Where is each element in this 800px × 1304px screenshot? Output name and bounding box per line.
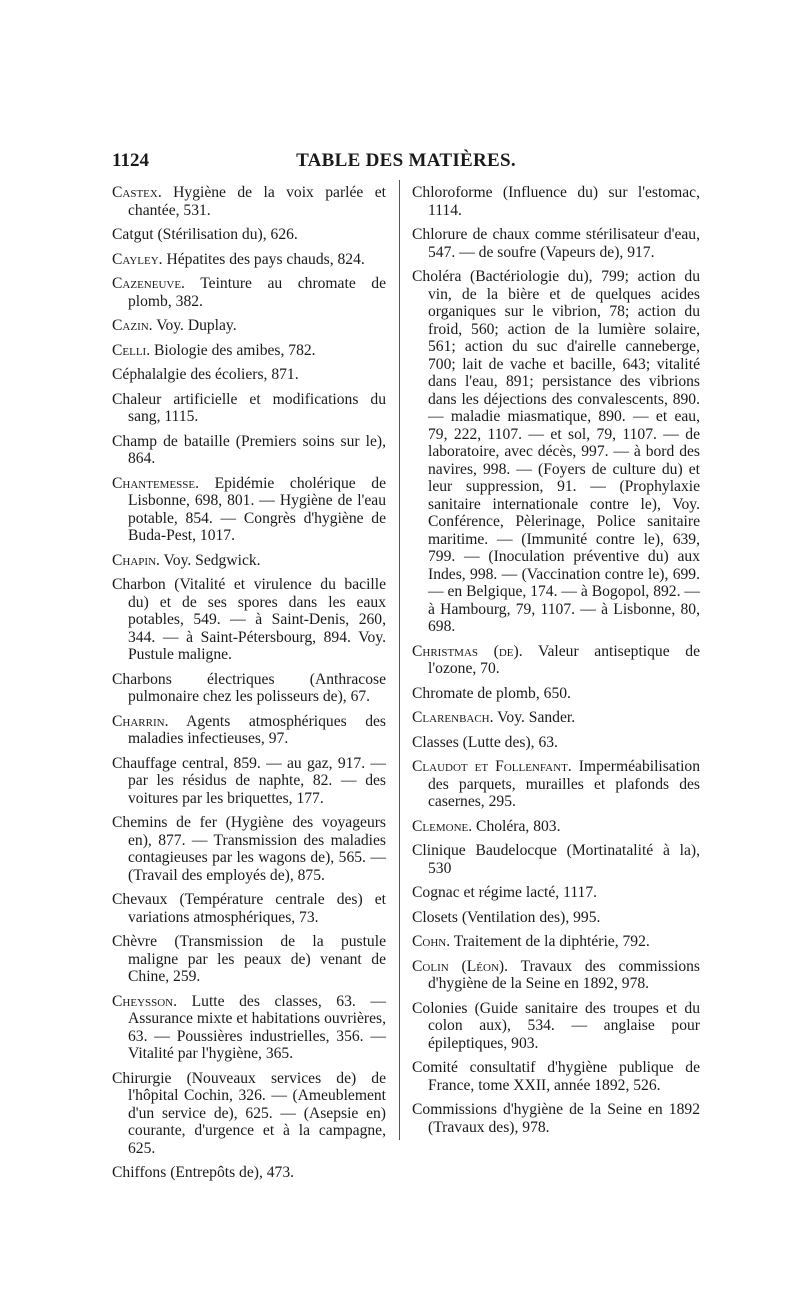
entry-text: Chaleur artificielle et modifications du sang, 1115. (112, 390, 386, 425)
index-entry (112, 342, 386, 360)
index-entry (112, 993, 386, 1063)
index-entry (412, 933, 700, 951)
index-entry (412, 226, 700, 261)
entry-author: Cohn. (412, 933, 451, 950)
index-entry (112, 891, 386, 926)
right-column (412, 184, 700, 1143)
entry-text: Chevaux (Température centrale des) et variations atmosphériques, 73. (112, 891, 386, 926)
entry-text: Chloroforme (Influence du) sur l'estomac, 1114. (412, 184, 700, 219)
column-divider (399, 180, 400, 1140)
index-entry (112, 1164, 386, 1182)
entry-text: Travaux des commissions d'hygiène de la Seine en 1892, 978. (428, 957, 700, 992)
entry-author: Castex. (112, 184, 162, 201)
index-entry (112, 475, 386, 545)
index-entry (112, 671, 386, 706)
entry-text: Catgut (Stérilisation du), 626. (112, 226, 298, 243)
entry-text: Choléra (Bactériologie du), 799; action du vin, de la bière et de quelques acides organiques sur le vibrion, 78; action du froid, 560; action de la lumière solaire, 561; action du suc d'airelle canneberge, 700; lait de vache et bacille, 643; vitalité dans l'eau, 891; persistance des vibrions dans les déjections des convalescents, 890. — maladie miasmatique, 890. — et eau, 79, 222, 1107. — et sol, 79, 1107. — de laboratoire, avec décès, 997. — à bord des navires, 998. — (Foyers de culture du) et leur suppression, 91. — (Prophylaxie sanitaire internationale contre le), Voy. Conférence, Pèlerinage, Police sanitaire maritime. — (Immunité contre le), 639, 799. — (Inoculation préventive du) aux Indes, 998. — (Vaccination contre le), 699. — en Belgique, 174. — à Bogopol, 892. — à Hambourg, 79, 1107. — à Lisbonne, 80, 698. (412, 268, 700, 635)
index-entry (112, 391, 386, 426)
index-entry (412, 1059, 700, 1094)
index-entry (412, 909, 700, 927)
entry-text: Commissions d'hygiène de la Seine en 1892 (Travaux des), 978. (412, 1101, 700, 1136)
entry-text: Chromate de plomb, 650. (412, 684, 571, 702)
entry-text: Comité consultatif d'hygiène publique de France, tome XXII, année 1892, 526. (412, 1059, 700, 1094)
index-entry (412, 685, 700, 703)
entry-text: Colonies (Guide sanitaire des troupes et du colon aux), 534. — anglaise pour épileptiques, 903. (412, 999, 700, 1052)
index-entry (112, 317, 386, 335)
entry-text: Charbon (Vitalité et virulence du bacille du) et de ses spores dans les eaux potables, 549. — à Saint-Denis, 260, 344. — à Saint-Pétersbourg, 894. Voy. Pustule maligne. (112, 576, 386, 663)
index-entry (412, 643, 700, 678)
index-entry (112, 251, 386, 269)
entry-text: Classes (Lutte des), 63. (412, 733, 558, 751)
index-entry (112, 552, 386, 570)
index-entry (112, 814, 386, 884)
entry-text: Chemins de fer (Hygiène des voyageurs en), 877. — Transmission des maladies contagieuses par les wagons de), 565. — (Travail des employés de), 875. (112, 814, 386, 884)
index-entry (112, 1070, 386, 1158)
entry-author: Christmas (de). (412, 642, 523, 660)
index-entry (412, 184, 700, 219)
entry-text: Choléra, 803. (472, 817, 561, 835)
index-entry (412, 1000, 700, 1053)
running-title: TABLE DES MATIÈRES. (296, 150, 516, 171)
entry-text: Traitement de la diphtérie, 792. (450, 933, 650, 950)
index-entry (412, 758, 700, 811)
index-entry (112, 184, 386, 219)
entry-text: Biologie des amibes, 782. (150, 341, 316, 359)
entry-author: Colin (Léon). (412, 957, 508, 975)
index-entry (412, 734, 700, 752)
entry-author: Cayley. (112, 250, 163, 268)
entry-author: Cazin. (112, 317, 153, 334)
index-entry (112, 755, 386, 808)
entry-author: Chantemesse. (112, 474, 200, 492)
entry-text: Champ de bataille (Premiers soins sur le), 864. (112, 432, 386, 467)
index-entry (112, 226, 386, 244)
page-header (112, 150, 700, 174)
entry-text: Chlorure de chaux comme stérilisateur d'eau, 547. — de soufre (Vapeurs de), 917. (412, 226, 700, 261)
index-entry (112, 366, 386, 384)
entry-text: Imperméabilisation des parquets, murailles et plafonds des casernes, 295. (428, 758, 700, 810)
index-entry (412, 884, 700, 902)
entry-text: Chèvre (Transmission de la pustule maligne par les peaux de) venant de Chine, 259. (112, 933, 386, 985)
index-entry (112, 433, 386, 468)
entry-text: Chiffons (Entrepôts de), 473. (112, 1164, 295, 1181)
left-column (112, 184, 386, 1189)
entry-text: Lutte des classes, 63. — Assurance mixte et habitations ouvrières, 63. — Poussières industrielles, 356. — Vitalité par l'hygiène, 365. (128, 992, 386, 1062)
entry-text: Hygiène de la voix parlée et chantée, 531. (128, 184, 386, 219)
entry-text: Chauffage central, 859. — au gaz, 917. — par les résidus de naphte, 82. — des voitures par les briquettes, 177. (112, 754, 386, 807)
entry-text: Teinture au chromate de plomb, 382. (128, 275, 386, 310)
entry-author: Chapin. (112, 551, 160, 569)
index-entry (412, 818, 700, 836)
entry-author: Cheysson. (112, 992, 178, 1010)
entry-text: Agents atmosphériques des maladies infectieuses, 97. (128, 712, 386, 747)
entry-text: Hépatites des pays chauds, 824. (162, 250, 365, 268)
entry-text: Voy. Sander. (493, 709, 576, 726)
entry-text: Cognac et régime lacté, 1117. (412, 884, 598, 901)
entry-text: Charbons électriques (Anthracose pulmonaire chez les polisseurs de), 67. (112, 670, 386, 705)
page-number: 1124 (112, 150, 149, 171)
index-entry (112, 933, 386, 986)
entry-author: Claudot et Follenfant. (412, 758, 572, 775)
entry-text: Valeur antiseptique de l'ozone, 70. (428, 642, 700, 677)
entry-author: Clarenbach. (412, 709, 494, 726)
index-entry (412, 958, 700, 993)
entry-text: Voy. Sedgwick. (159, 551, 261, 569)
entry-text: Chirurgie (Nouveaux services de) de l'hôpital Cochin, 326. — (Ameublement d'un service de), 625. — (Asepsie en) courante, d'urgence et à la campagne, 625. (112, 1069, 386, 1157)
index-entry (112, 713, 386, 748)
index-entry (412, 268, 700, 636)
entry-text: Voy. Duplay. (152, 317, 237, 334)
entry-text: Epidémie cholérique de Lisbonne, 698, 801. — Hygiène de l'eau potable, 854. — Congrès d'hygiène de Buda-Pest, 1017. (128, 474, 386, 544)
entry-text: Céphalalgie des écoliers, 871. (112, 366, 299, 383)
index-entry (412, 842, 700, 877)
entry-text: Closets (Ventilation des), 995. (412, 908, 601, 926)
index-entry (412, 709, 700, 727)
entry-author: Charrin. (112, 712, 169, 730)
entry-author: Cazeneuve. (112, 275, 185, 292)
index-entry (112, 275, 386, 310)
entry-author: Clemone. (412, 817, 473, 835)
index-entry (112, 576, 386, 664)
entry-text: Clinique Baudelocque (Mortinatalité à la), 530 (412, 842, 700, 877)
entry-author: Celli. (112, 341, 151, 359)
index-entry (412, 1101, 700, 1136)
